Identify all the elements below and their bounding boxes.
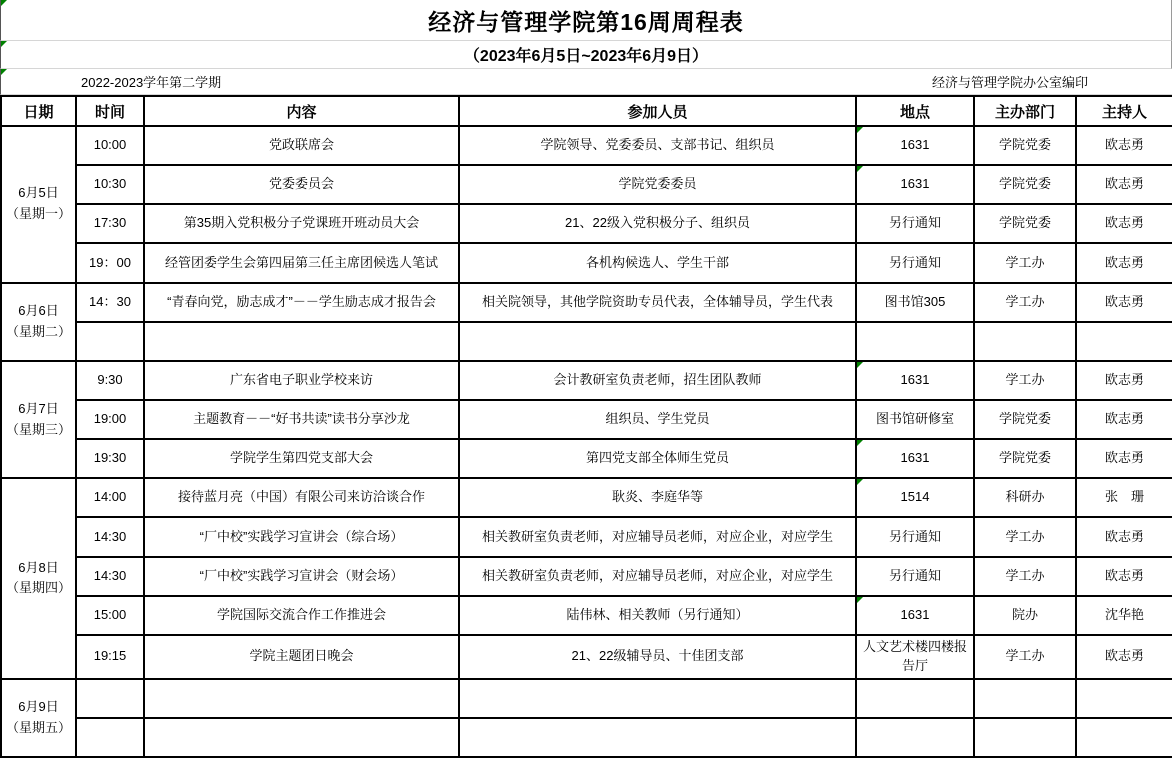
weekday-label: （星期三） [6, 421, 72, 437]
host-value: 欧志勇 [1104, 293, 1144, 309]
weekday-label: （星期四） [6, 580, 72, 596]
time-value: 19:15 [93, 648, 127, 664]
date-cell [1, 478, 76, 678]
time-value: 14:30 [93, 567, 127, 583]
content-value: “厂中校”实践学习宣讲会（综合场） [199, 528, 404, 544]
location-value: 另行通知 [888, 254, 941, 270]
content-value: 第35期入党积极分子党课班开班动员大会 [183, 215, 420, 231]
host-value: 欧志勇 [1104, 254, 1144, 270]
time-cell [76, 517, 144, 556]
weekday-label: （星期二） [6, 323, 72, 339]
location-value: 人文艺术楼四楼报告厅 [862, 638, 967, 673]
host-cell [1076, 718, 1172, 757]
host-value: 欧志勇 [1104, 137, 1144, 153]
department-value: 学工办 [1005, 648, 1045, 664]
location-value: 1514 [900, 489, 930, 505]
participants-value: 相关院领导，其他学院资助专员代表，全体辅导员，学生代表 [481, 293, 833, 309]
time-cell [76, 400, 144, 439]
time-cell [76, 557, 144, 596]
content-value: 广东省电子职业学校来访 [229, 371, 373, 387]
header-participants: 参加人员 [459, 96, 856, 126]
weekday-label: （星期五） [6, 719, 72, 735]
department-cell [974, 204, 1076, 243]
content-cell [144, 243, 459, 282]
department-value: 学工办 [1005, 293, 1045, 309]
schedule-row [1, 400, 1172, 439]
department-cell [974, 596, 1076, 635]
content-value: “厂中校”实践学习宣讲会（财会场） [199, 567, 404, 583]
semester-label: 2022-2023学年第二学期 [81, 75, 222, 90]
participants-cell [459, 478, 856, 517]
department-cell [974, 126, 1076, 165]
time-value: 9:30 [97, 371, 123, 387]
time-value: 10:00 [93, 137, 127, 153]
participants-cell [459, 718, 856, 757]
content-cell [144, 718, 459, 757]
department-cell [974, 243, 1076, 282]
location-cell [856, 517, 974, 556]
time-value: 10:30 [93, 176, 127, 192]
content-value: 学院主题团日晚会 [249, 648, 354, 664]
cell-error-indicator-icon [857, 440, 863, 446]
location-cell [856, 204, 974, 243]
location-cell [856, 478, 974, 517]
participants-value: 学院领导、党委委员、支部书记、组织员 [540, 137, 775, 153]
content-cell [144, 679, 459, 718]
content-value: 主题教育－－“好书共读”读书分享沙龙 [193, 411, 410, 427]
host-value: 欧志勇 [1104, 176, 1144, 192]
location-value: 1631 [900, 176, 930, 192]
department-value: 学院党委 [998, 450, 1051, 466]
department-cell [974, 165, 1076, 204]
participants-value: 陆伟林、相关教师（另行通知） [566, 606, 749, 622]
location-cell [856, 557, 974, 596]
host-cell [1076, 596, 1172, 635]
date-label: 6月5日 [18, 185, 59, 201]
host-cell [1076, 439, 1172, 478]
participants-value: 21、22级入党积极分子、组织员 [565, 215, 750, 231]
host-value: 张 珊 [1104, 489, 1144, 505]
location-cell [856, 322, 974, 361]
time-value: 17:30 [93, 215, 127, 231]
location-cell [856, 361, 974, 400]
schedule-row [1, 126, 1172, 165]
subtitle-row [0, 41, 1172, 69]
participants-cell [459, 283, 856, 322]
content-cell [144, 517, 459, 556]
header-department: 主办部门 [974, 96, 1076, 126]
department-value: 学工办 [1005, 371, 1045, 387]
cell-error-indicator-icon [857, 166, 863, 172]
location-cell [856, 283, 974, 322]
host-cell [1076, 557, 1172, 596]
time-cell [76, 283, 144, 322]
schedule-row [1, 243, 1172, 282]
host-cell [1076, 165, 1172, 204]
participants-cell [459, 517, 856, 556]
participants-value: 会计教研室负责老师，招生团队教师 [553, 371, 762, 387]
content-cell [144, 322, 459, 361]
time-value: 19：00 [89, 254, 131, 270]
schedule-row [1, 361, 1172, 400]
participants-cell [459, 400, 856, 439]
schedule-row [1, 517, 1172, 556]
header-row [1, 96, 1172, 126]
content-cell [144, 204, 459, 243]
location-cell [856, 596, 974, 635]
info-row [0, 69, 1172, 95]
location-value: 另行通知 [888, 567, 941, 583]
date-cell [1, 126, 76, 283]
participants-cell [459, 361, 856, 400]
participants-value: 21、22级辅导员、十佳团支部 [571, 648, 744, 664]
cell-error-indicator-icon [1, 41, 7, 47]
schedule-row [1, 718, 1172, 757]
schedule-row [1, 165, 1172, 204]
host-cell [1076, 517, 1172, 556]
participants-cell [459, 557, 856, 596]
header-date: 日期 [1, 96, 76, 126]
participants-cell [459, 243, 856, 282]
time-value: 14：30 [89, 293, 131, 309]
department-cell [974, 439, 1076, 478]
department-value: 院办 [1011, 606, 1038, 622]
host-cell [1076, 361, 1172, 400]
department-cell [974, 283, 1076, 322]
location-cell [856, 679, 974, 718]
host-cell [1076, 243, 1172, 282]
location-cell [856, 635, 974, 679]
host-value: 欧志勇 [1104, 215, 1144, 231]
department-cell [974, 679, 1076, 718]
department-cell [974, 361, 1076, 400]
header-location: 地点 [856, 96, 974, 126]
department-value: 学工办 [1005, 528, 1045, 544]
time-cell [76, 361, 144, 400]
location-value: 1631 [900, 606, 930, 622]
cell-error-indicator-icon [857, 479, 863, 485]
time-cell [76, 243, 144, 282]
content-cell [144, 635, 459, 679]
department-cell [974, 400, 1076, 439]
content-value: 接待蓝月亮（中国）有限公司来访洽谈合作 [177, 489, 425, 505]
weekday-label: （星期一） [6, 206, 72, 222]
host-value: 欧志勇 [1104, 567, 1144, 583]
participants-cell [459, 439, 856, 478]
header-time: 时间 [76, 96, 144, 126]
location-value: 另行通知 [888, 215, 941, 231]
schedule-row [1, 204, 1172, 243]
date-label: 6月7日 [18, 400, 59, 416]
cell-error-indicator-icon [857, 362, 863, 368]
department-cell [974, 517, 1076, 556]
date-cell [1, 283, 76, 361]
location-value: 图书馆研修室 [875, 411, 954, 427]
location-cell [856, 165, 974, 204]
participants-cell [459, 204, 856, 243]
department-cell [974, 322, 1076, 361]
content-cell [144, 283, 459, 322]
department-value: 学院党委 [998, 215, 1051, 231]
participants-cell [459, 596, 856, 635]
participants-value: 相关教研室负责老师，对应辅导员老师，对应企业，对应学生 [481, 528, 833, 544]
content-cell [144, 596, 459, 635]
location-cell [856, 126, 974, 165]
host-cell [1076, 204, 1172, 243]
time-cell [76, 478, 144, 517]
host-cell [1076, 283, 1172, 322]
participants-value: 第四党支部全体师生党员 [585, 450, 729, 466]
participants-cell [459, 126, 856, 165]
host-value: 欧志勇 [1104, 450, 1144, 466]
participants-value: 各机构候选人、学生干部 [585, 254, 729, 270]
content-cell [144, 126, 459, 165]
participants-cell [459, 635, 856, 679]
content-value: 党政联席会 [268, 137, 334, 153]
time-cell [76, 718, 144, 757]
time-value: 14:30 [93, 528, 127, 544]
schedule-row [1, 679, 1172, 718]
schedule-row [1, 635, 1172, 679]
time-cell [76, 596, 144, 635]
header-host: 主持人 [1076, 96, 1172, 126]
content-cell [144, 400, 459, 439]
header-content: 内容 [144, 96, 459, 126]
date-cell [1, 679, 76, 757]
time-cell [76, 204, 144, 243]
content-cell [144, 478, 459, 517]
department-cell [974, 557, 1076, 596]
location-value: 1631 [900, 450, 930, 466]
host-value: 欧志勇 [1104, 371, 1144, 387]
content-value: 学院国际交流合作工作推进会 [216, 606, 386, 622]
department-value: 学院党委 [998, 411, 1051, 427]
location-cell [856, 718, 974, 757]
department-cell [974, 718, 1076, 757]
participants-value: 相关教研室负责老师，对应辅导员老师，对应企业，对应学生 [481, 567, 833, 583]
schedule-row [1, 322, 1172, 361]
location-value: 1631 [900, 371, 930, 387]
publisher-label: 经济与管理学院办公室编印 [931, 75, 1088, 90]
content-cell [144, 165, 459, 204]
department-cell [974, 478, 1076, 517]
time-cell [76, 439, 144, 478]
time-cell [76, 126, 144, 165]
schedule-row [1, 557, 1172, 596]
time-value: 14:00 [93, 489, 127, 505]
schedule-row [1, 439, 1172, 478]
time-value: 15:00 [93, 606, 127, 622]
time-cell [76, 635, 144, 679]
content-cell [144, 361, 459, 400]
time-value: 19:30 [93, 450, 127, 466]
schedule-row [1, 596, 1172, 635]
cell-error-indicator-icon [857, 127, 863, 133]
host-cell [1076, 322, 1172, 361]
content-value: 学院学生第四党支部大会 [229, 450, 373, 466]
host-cell [1076, 635, 1172, 679]
page-subtitle: （2023年6月5日~2023年6月9日） [463, 48, 709, 65]
cell-error-indicator-icon [1, 0, 7, 6]
host-value: 欧志勇 [1104, 528, 1144, 544]
department-value: 学工办 [1005, 567, 1045, 583]
department-value: 学工办 [1005, 254, 1045, 270]
host-cell [1076, 400, 1172, 439]
schedule-row [1, 478, 1172, 517]
location-cell [856, 243, 974, 282]
participants-value: 学院党委委员 [618, 176, 697, 192]
host-cell [1076, 679, 1172, 718]
date-cell [1, 361, 76, 478]
location-value: 另行通知 [888, 528, 941, 544]
location-value: 图书馆305 [884, 293, 946, 309]
content-value: 党委委员会 [268, 176, 334, 192]
host-value: 沈华艳 [1104, 606, 1144, 622]
participants-cell [459, 322, 856, 361]
host-cell [1076, 478, 1172, 517]
participants-value: 组织员、学生党员 [605, 411, 710, 427]
department-value: 学院党委 [998, 137, 1051, 153]
time-cell [76, 679, 144, 718]
host-value: 欧志勇 [1104, 411, 1144, 427]
host-value: 欧志勇 [1104, 648, 1144, 664]
schedule-row [1, 283, 1172, 322]
location-cell [856, 439, 974, 478]
department-value: 科研办 [1005, 489, 1045, 505]
department-value: 学院党委 [998, 176, 1051, 192]
date-label: 6月8日 [18, 559, 59, 575]
host-cell [1076, 126, 1172, 165]
cell-error-indicator-icon [857, 597, 863, 603]
participants-cell [459, 679, 856, 718]
department-cell [974, 635, 1076, 679]
schedule-table [0, 95, 1172, 758]
time-value: 19:00 [93, 411, 127, 427]
content-value: 经管团委学生会第四届第三任主席团候选人笔试 [164, 254, 438, 270]
date-label: 6月6日 [18, 302, 59, 318]
page-title: 经济与管理学院第16周周程表 [428, 8, 744, 35]
content-value: “青春向党，励志成才”－－学生励志成才报告会 [167, 293, 436, 309]
content-cell [144, 439, 459, 478]
content-cell [144, 557, 459, 596]
cell-error-indicator-icon [1, 69, 7, 75]
schedule-body [1, 126, 1172, 757]
participants-cell [459, 165, 856, 204]
participants-value: 耿炎、李庭华等 [611, 489, 703, 505]
date-label: 6月9日 [18, 699, 59, 715]
location-cell [856, 400, 974, 439]
title-row [0, 0, 1172, 41]
location-value: 1631 [900, 137, 930, 153]
time-cell [76, 165, 144, 204]
time-cell [76, 322, 144, 361]
